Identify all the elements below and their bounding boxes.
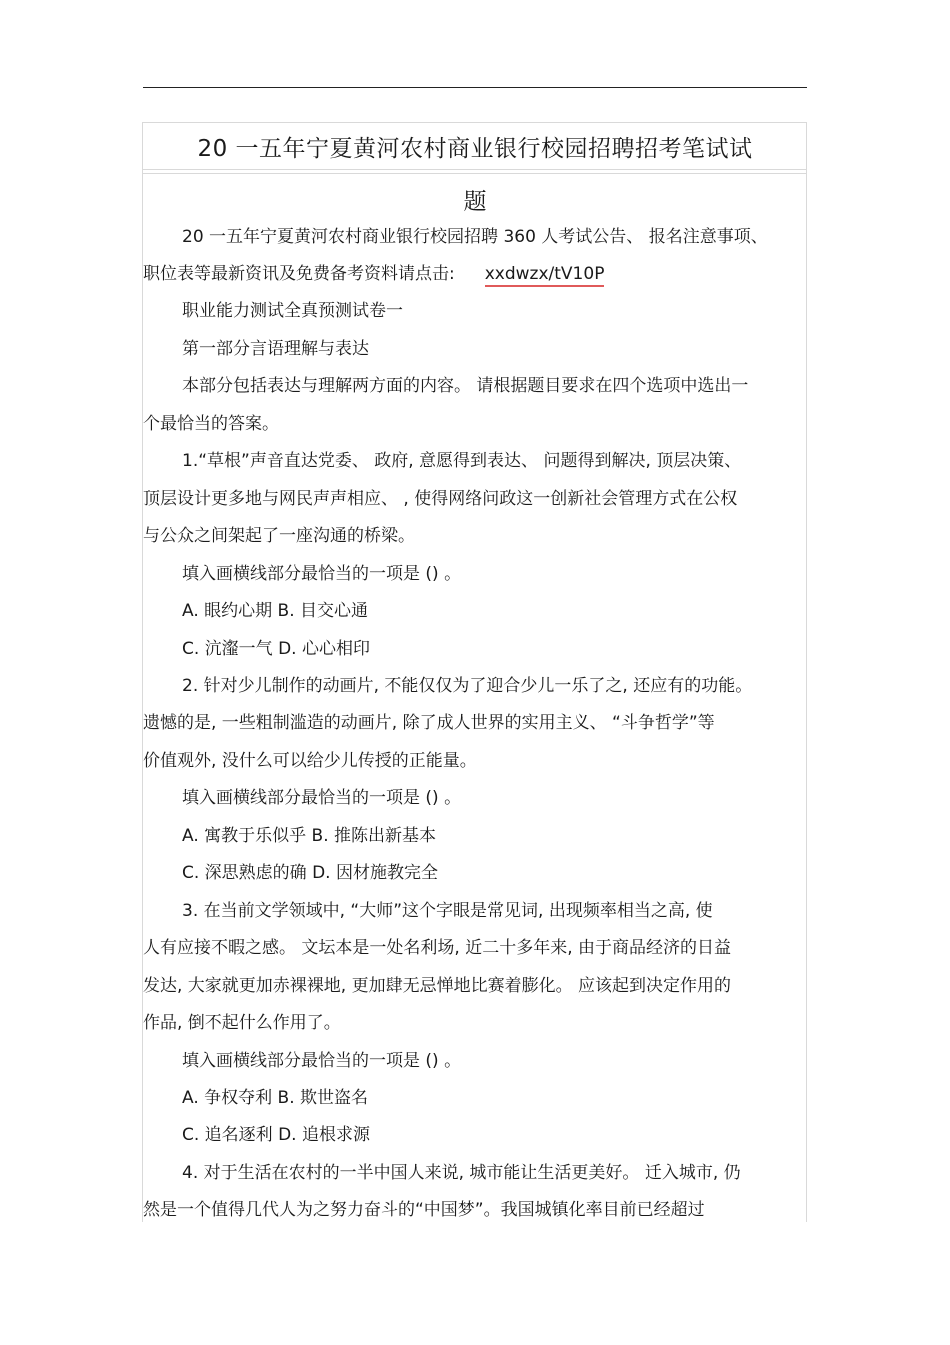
q2-options-cd: C. 深思熟虑的确 D. 因材施教完全 <box>182 863 438 883</box>
q3-line-4: 作品, 倒不起什么作用了。 <box>143 1013 341 1033</box>
paper-title: 职业能力测试全真预测试卷一 <box>182 301 403 321</box>
q1-prompt: 填入画横线部分最恰当的一项是 () 。 <box>182 564 462 584</box>
q1-line-2: 顶层设计更多地与网民声声相应、 , 使得网络问政这一创新社会管理方式在公权 <box>143 489 738 509</box>
q3-line-2: 人有应接不暇之感。 文坛本是一处名利场, 近二十多年来, 由于商品经济的日益 <box>143 938 732 958</box>
intro-line-2 <box>143 263 807 285</box>
q3-line-1: 3. 在当前文学领域中, “大师”这个字眼是常见词, 出现频率相当之高, 使 <box>182 901 713 921</box>
q1-line-1: 1.“草根”声音直达党委、 政府, 意愿得到表达、 问题得到解决, 顶层决策、 <box>182 451 742 471</box>
header-rule <box>143 87 807 88</box>
q1-options-ab: A. 眼约心期 B. 目交心通 <box>182 601 369 621</box>
q2-line-3: 价值观外, 没什么可以给少儿传授的正能量。 <box>143 751 477 771</box>
q2-options-ab: A. 寓教于乐似乎 B. 推陈出新基本 <box>182 826 437 846</box>
q2-line-2: 遗憾的是, 一些粗制滥造的动画片, 除了成人世界的实用主义、 “斗争哲学”等 <box>143 713 715 733</box>
q2-prompt: 填入画横线部分最恰当的一项是 () 。 <box>182 788 462 808</box>
q3-line-3: 发达, 大家就更加赤裸裸地, 更加肆无忌惮地比赛着膨化。 应该起到决定作用的 <box>143 976 732 996</box>
document-title-line-1: 20 一五年宁夏黄河农村商业银行校园招聘招考笔试试 <box>197 136 753 162</box>
part-description-line-1: 本部分包括表达与理解两方面的内容。 请根据题目要求在四个选项中选出一 <box>182 376 749 396</box>
q1-options-cd: C. 沆瀣一气 D. 心心相印 <box>182 639 370 659</box>
frame-border-top <box>142 122 807 123</box>
title-divider <box>142 169 807 170</box>
q2-line-1: 2. 针对少儿制作的动画片, 不能仅仅为了迎合少儿一乐了之, 还应有的功能。 <box>182 676 753 696</box>
q4-line-2: 然是一个值得几代人为之努力奋斗的“中国梦”。我国城镇化率目前已经超过 <box>143 1200 705 1220</box>
part-title: 第一部分言语理解与表达 <box>182 339 369 359</box>
q1-line-3: 与公众之间架起了一座沟通的桥梁。 <box>143 526 415 546</box>
q3-options-cd: C. 追名逐利 D. 追根求源 <box>182 1125 370 1145</box>
title-divider-secondary <box>142 173 807 174</box>
q3-options-ab: A. 争权夺利 B. 欺世盗名 <box>182 1088 369 1108</box>
q3-prompt: 填入画横线部分最恰当的一项是 () 。 <box>182 1051 462 1071</box>
part-description-line-2: 个最恰当的答案。 <box>143 414 279 434</box>
intro-line-1: 20 一五年宁夏黄河农村商业银行校园招聘 360 人考试公告、 报名注意事项、 <box>182 227 768 247</box>
q4-line-1: 4. 对于生活在农村的一半中国人来说, 城市能让生活更美好。 迁入城市, 仍 <box>182 1163 741 1183</box>
resource-link[interactable]: xxdwzx/tV10P <box>485 264 605 287</box>
document-title-line-2: 题 <box>463 189 487 215</box>
intro-line-2-text: 职位表等最新资讯及免费备考资料请点击: <box>143 264 455 284</box>
